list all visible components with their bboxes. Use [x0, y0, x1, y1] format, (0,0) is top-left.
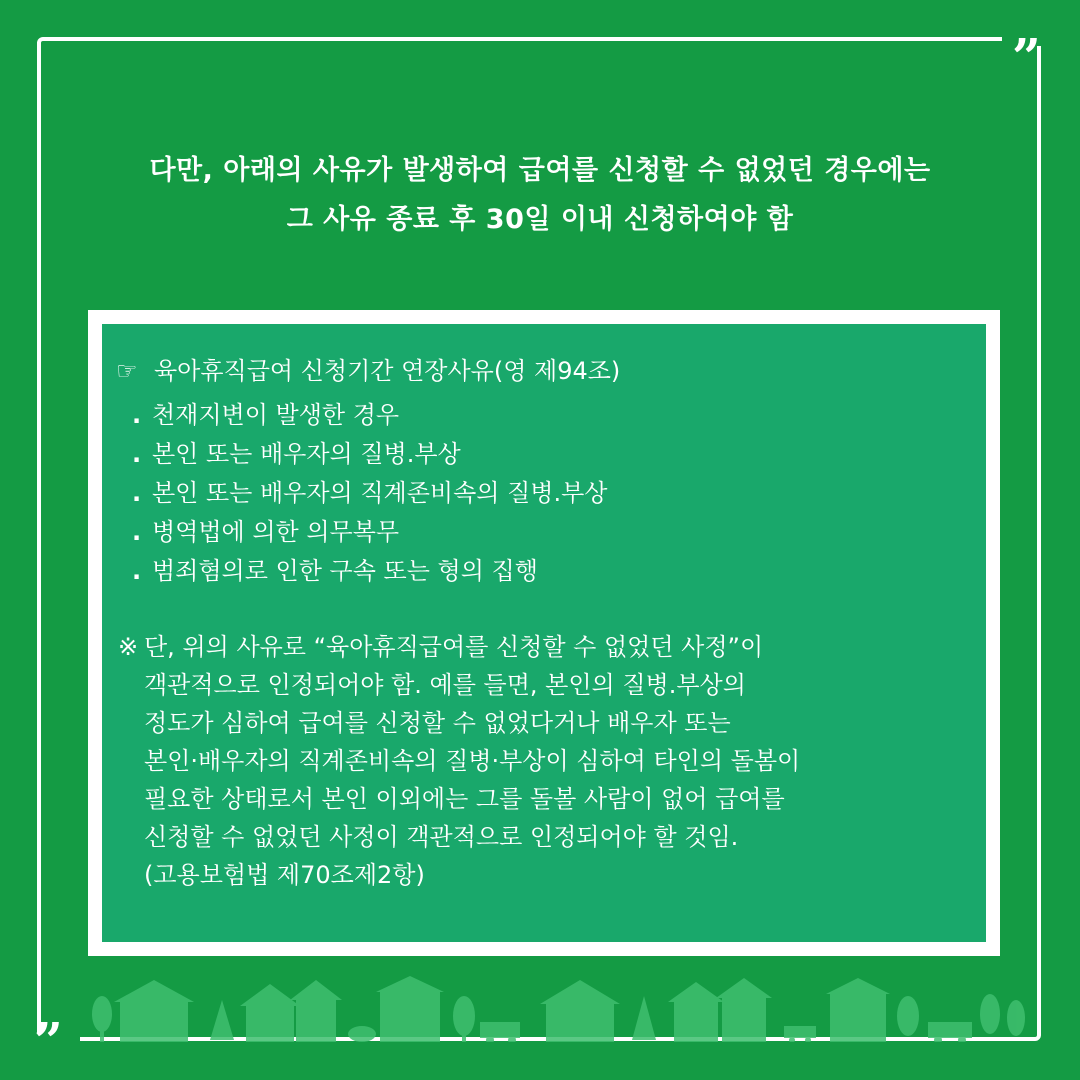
bullet: .	[132, 479, 142, 507]
note-text: 단, 위의 사유로 “육아휴직급여를 신청할 수 없었던 사정”이	[144, 633, 764, 661]
tree	[1007, 1000, 1025, 1036]
reason-text: 천재지변이 발생한 경우	[152, 401, 400, 429]
tree	[897, 996, 919, 1036]
pine-tree	[210, 1000, 234, 1040]
bullet: .	[132, 401, 142, 429]
list-item	[132, 513, 607, 552]
tree-trunk	[462, 1028, 466, 1042]
truck	[928, 1022, 972, 1038]
building-roof	[376, 976, 444, 992]
building-roof	[826, 978, 890, 994]
house-roof	[114, 980, 194, 1002]
headline-line-2: 그 사유 종료 후 30일 이내 신청하여야 함	[286, 204, 794, 235]
quote-mark-icon: ”	[34, 1011, 63, 1070]
reason-text: 병역법에 의한 의무복무	[152, 518, 400, 546]
note-line: 객관적으로 인정되어야 함. 예를 들면, 본인의 질병.부상의	[144, 671, 746, 699]
note-line: (고용보험법 제70조제2항)	[144, 861, 425, 889]
section-title-text: 육아휴직급여 신청기간 연장사유(영 제94조)	[154, 357, 621, 385]
bullet: .	[132, 440, 142, 468]
house-body	[674, 1002, 718, 1042]
list-item	[132, 396, 607, 435]
quote-mark-icon: ”	[1012, 27, 1041, 86]
pine-tree	[632, 996, 656, 1040]
info-box	[88, 310, 1000, 956]
headline-line-1: 다만, 아래의 사유가 발생하여 급여를 신청할 수 없었던 경우에는	[149, 155, 931, 186]
list-item	[132, 552, 607, 591]
house-roof	[290, 980, 342, 1000]
info-panel	[102, 324, 986, 942]
bush	[348, 1026, 376, 1042]
headline	[80, 146, 1000, 244]
car	[784, 1026, 816, 1038]
town-silhouette	[80, 972, 1040, 1042]
note	[118, 628, 800, 894]
house-roof	[540, 980, 620, 1004]
pointing-hand-icon: ☞	[116, 357, 138, 385]
section-title	[116, 354, 620, 388]
tree	[980, 994, 1000, 1034]
list-item	[132, 435, 607, 474]
bullet: .	[132, 557, 142, 585]
reason-list	[132, 396, 607, 591]
bullet: .	[132, 518, 142, 546]
note-line	[118, 628, 800, 666]
house-roof	[716, 978, 772, 998]
reason-text: 본인 또는 배우자의 질병.부상	[152, 440, 461, 468]
note-line: 본인·배우자의 직계존비속의 질병·부상이 심하여 타인의 돌봄이	[144, 747, 801, 775]
house-body	[296, 1000, 336, 1042]
house-roof	[668, 982, 724, 1002]
reference-mark-icon: ※	[118, 633, 139, 661]
note-line: 필요한 상태로서 본인 이외에는 그를 돌볼 사람이 없어 급여를	[144, 785, 785, 813]
note-line: 정도가 심하여 급여를 신청할 수 없었다거나 배우자 또는	[144, 709, 731, 737]
building	[380, 992, 440, 1042]
reason-text: 본인 또는 배우자의 직계존비속의 질병.부상	[152, 479, 608, 507]
truck	[480, 1022, 520, 1038]
reason-text: 범죄혐의로 인한 구속 또는 형의 집행	[152, 557, 538, 585]
note-line: 신청할 수 없었던 사정이 객관적으로 인정되어야 할 것임.	[144, 823, 739, 851]
house-roof	[240, 984, 300, 1006]
house-body	[722, 998, 766, 1042]
building	[830, 994, 886, 1042]
house-body	[120, 1002, 188, 1042]
list-item	[132, 474, 607, 513]
house-body	[546, 1004, 614, 1042]
tree	[92, 996, 112, 1032]
house-body	[246, 1006, 294, 1042]
